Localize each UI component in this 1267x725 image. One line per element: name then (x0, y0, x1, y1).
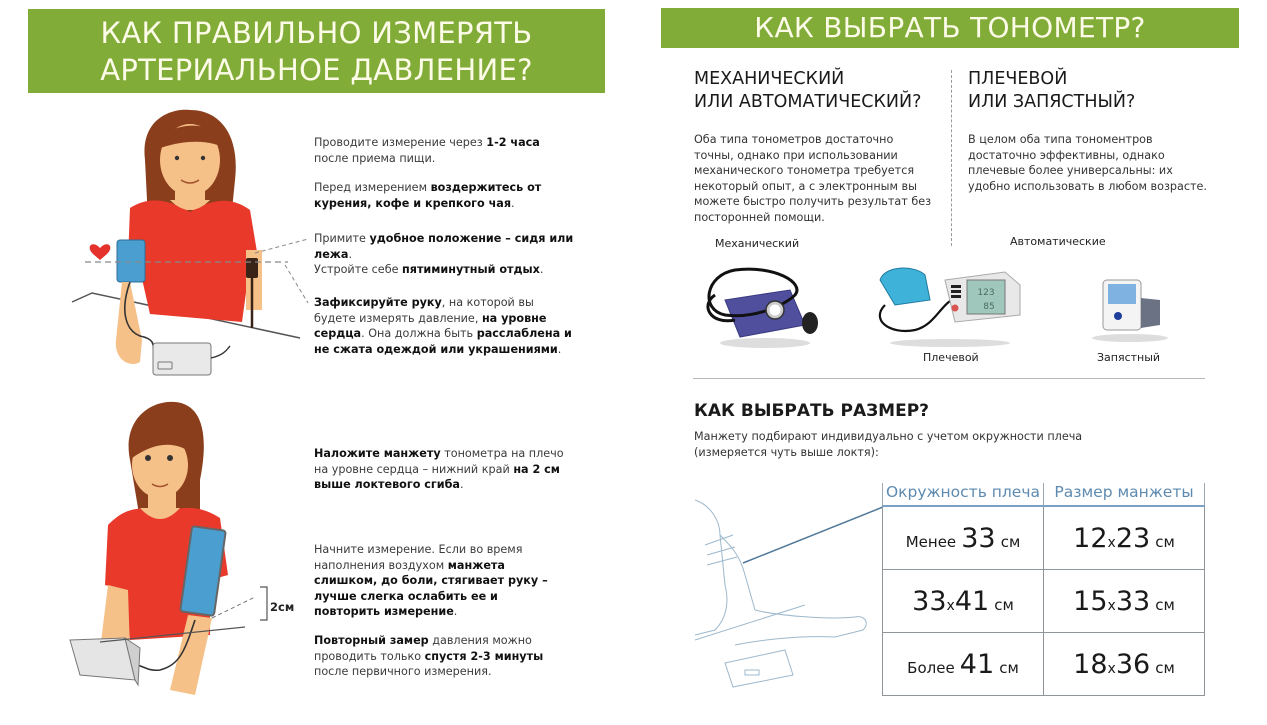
mechanical-description: Оба типа тонометров достаточно точны, однако при использовании механического тонометра требуется некоторый опыт, а с электронным вы можете быстро получить результат без посторонней помощи. (694, 133, 932, 224)
arm-size-cell: Более 41 см (883, 633, 1044, 696)
label-mechanical: Механический (715, 237, 800, 250)
shoulder-description: В целом оба типа тономентров достаточно эффективны, однако плечевые более универсальны: их удобно использовать в любом возрасте. (968, 133, 1207, 193)
left-title-line2: АРТЕРИАЛЬНОЕ ДАВЛЕНИЕ? (100, 53, 533, 87)
column-divider (951, 70, 952, 246)
column-header-arm-circumference: Окружность плеча (883, 483, 1044, 506)
column-header-cuff-size: Размер манжеты (1044, 483, 1205, 506)
right-title: КАК ВЫБРАТЬ ТОНОМЕТР? (754, 11, 1146, 44)
tip-apply-cuff: Наложите манжету тонометра на плечо на уровне сердца – нижний край на 2 см выше локтевого сгиба. (314, 447, 564, 491)
table-row (883, 506, 1205, 570)
svg-text:123: 123 (977, 288, 995, 298)
tip-fix-arm: Зафиксируйте руку, на которой вы будете измерять давление, на уровне сердца. Она должна быть расслаблена и не сжата одеждой или украшениями. (314, 296, 572, 356)
arm-size-cell: Менее 33 см (883, 506, 1044, 570)
woman-cuff-illustration (60, 390, 320, 710)
size-description: Манжету подбирают индивидуально с учетом окружности плеча (измеряется чуть выше локтя): (694, 430, 1083, 459)
tip-repeat-measure: Повторный замер давления можно проводить только спустя 2-3 минуты после первичного измерения. (314, 634, 544, 678)
label-shoulder: Плечевой (923, 351, 979, 364)
right-title-banner (661, 8, 1239, 48)
arm-size-cell: 33x41 см (883, 570, 1044, 633)
left-title-line1: КАК ПРАВИЛЬНО ИЗМЕРЯТЬ (100, 16, 533, 50)
tip-after-meal: Проводите измерение через 1-2 часа после приема пищи. (314, 136, 540, 165)
tip-position: Примите удобное положение – сидя или лежа. (314, 232, 574, 261)
tip-no-smoking: Перед измерением воздержитесь от курения, кофе и крепкого чая. (314, 181, 542, 210)
table-row (883, 633, 1205, 696)
cuff-size-cell: 18x36 см (1044, 633, 1205, 696)
label-automatic: Автоматические (1010, 235, 1106, 248)
measure-2cm-label: 2см (270, 600, 295, 614)
size-heading: КАК ВЫБРАТЬ РАЗМЕР? (694, 401, 930, 421)
tip-start-measure: Начните измерение. Если во время наполнения воздухом манжета слишком, до боли, стягивает руку – лучше слегка ослабить ее и повторить измерение. (314, 543, 548, 618)
table-row (883, 570, 1205, 633)
svg-text:85: 85 (983, 302, 995, 312)
tip-rest: Устройте себе пятиминутный отдых. (314, 263, 544, 276)
left-title-banner (28, 9, 605, 93)
heading-mechanical-or-automatic: МЕХАНИЧЕСКИЙ ИЛИ АВТОМАТИЧЕСКИЙ? (694, 69, 922, 112)
section-divider (693, 378, 1205, 379)
heading-shoulder-or-wrist: ПЛЕЧЕВОЙ ИЛИ ЗАПЯСТНЫЙ? (968, 69, 1136, 112)
wrist-tonometer-icon (1085, 270, 1175, 345)
cuff-size-cell: 12x23 см (1044, 506, 1205, 570)
woman-sitting-illustration (60, 100, 320, 390)
arm-cuff-line-illustration (685, 495, 885, 695)
mechanical-tonometer-icon (695, 255, 835, 355)
label-wrist: Запястный (1097, 351, 1161, 364)
cuff-size-table (882, 483, 1205, 696)
shoulder-tonometer-icon (875, 260, 1025, 350)
cuff-size-cell: 15x33 см (1044, 570, 1205, 633)
